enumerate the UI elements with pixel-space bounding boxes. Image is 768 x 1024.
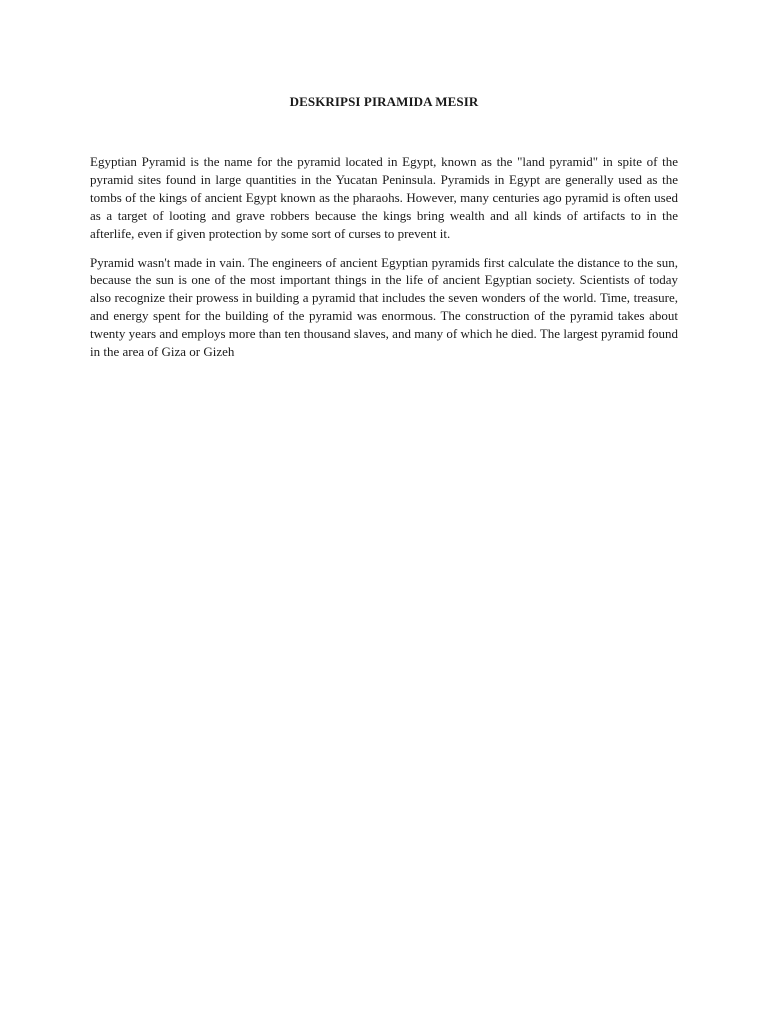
document-title: DESKRIPSI PIRAMIDA MESIR xyxy=(289,94,479,109)
document-body xyxy=(90,153,678,372)
paragraph-1: Egyptian Pyramid is the name for the pyramid located in Egypt, known as the "land pyramid" in spite of the pyramid sites found in large quantities in the Yucatan Peninsula. Pyramids in Egypt are generally used as the tombs of the kings of ancient Egypt known as the pharaohs. However, many centuries ago pyramid is often used as a target of looting and grave robbers because the kings bring wealth and all kinds of artifacts to in the afterlife, even if given protection by some sort of curses to prevent it. xyxy=(90,154,678,241)
paragraph-2: Pyramid wasn't made in vain. The engineers of ancient Egyptian pyramids first calculate the distance to the sun, because the sun is one of the most important things in the life of ancient Egyptian society. Scientists of today also recognize their prowess in building a pyramid that includes the seven wonders of the world. Time, treasure, and energy spent for the building of the pyramid was enormous. The construction of the pyramid takes about twenty years and employs more than ten thousand slaves, and many of which he died. The largest pyramid found in the area of Giza or Gizeh xyxy=(90,254,678,360)
